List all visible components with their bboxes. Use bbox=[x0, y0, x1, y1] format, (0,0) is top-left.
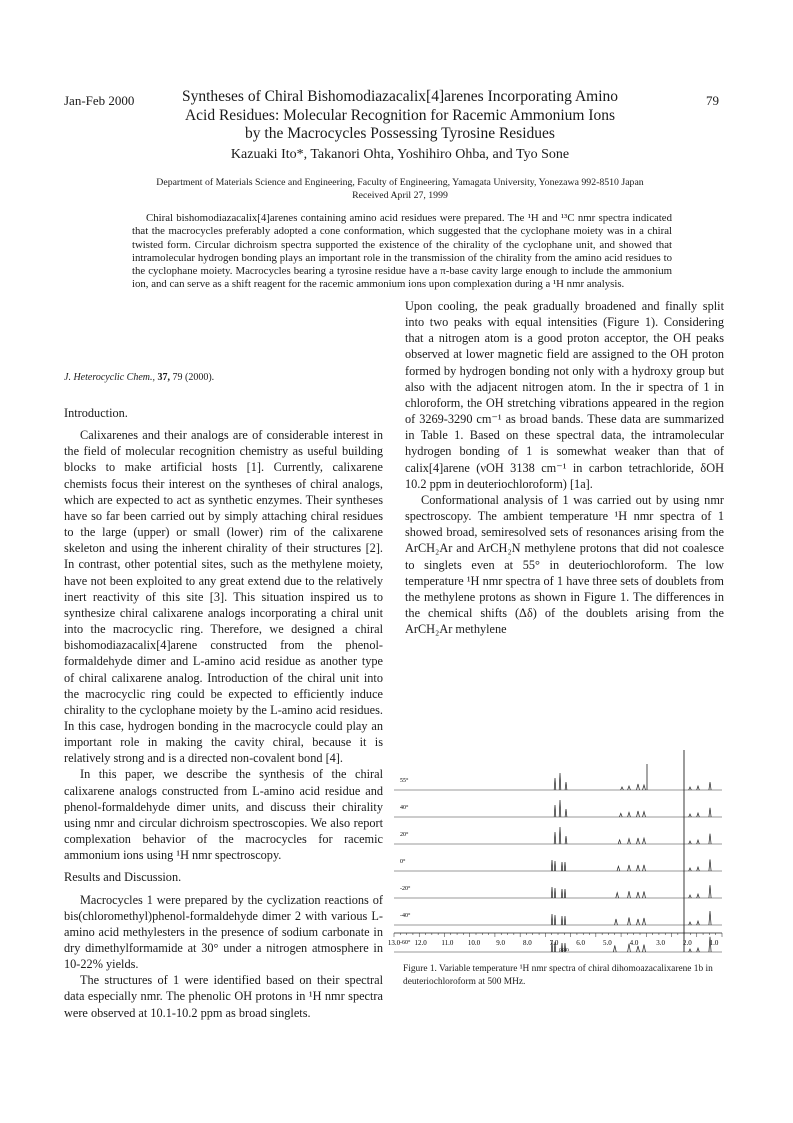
spectrum-peak bbox=[628, 891, 631, 898]
spectrum-peak bbox=[643, 865, 646, 871]
spectrum-peak bbox=[697, 921, 700, 925]
temperature-label: -40° bbox=[400, 913, 411, 919]
spectrum-peak bbox=[689, 814, 692, 817]
right-paragraph-2: Conformational analysis of 1 was carried out by using nmr spectroscopy. The ambient temperature ¹H nmr spectra of 1 showed broad, semiresolved sets of resonances arising from the ArCH₂Ar and ArCH₂N methylene protons that did not coalesce to singlets even at 55° in deuteriochloroform. The low temperature ¹H nmr spectra of 1 have three sets of doublets from the methylene protons as shown in Figure 1. The differences in the chemical shifts (Δδ) of the doublets arising from the ArCH₂Ar methylene bbox=[405, 492, 724, 637]
spectrum-peak bbox=[689, 841, 692, 844]
spectrum-peak bbox=[689, 787, 692, 790]
spectrum-peak bbox=[628, 839, 631, 844]
x-tick-label: 5.0 bbox=[602, 939, 612, 947]
spectrum-peak bbox=[643, 785, 646, 790]
affiliation bbox=[90, 177, 710, 202]
x-tick-label: 6.0 bbox=[576, 939, 586, 947]
results-heading: Results and Discussion. bbox=[64, 870, 182, 885]
spectrum-peak bbox=[561, 862, 562, 871]
spectrum-peak bbox=[564, 889, 565, 898]
spectrum-peak bbox=[551, 887, 552, 898]
x-tick-label: 9.0 bbox=[496, 939, 506, 947]
spectrum-peak bbox=[689, 922, 692, 925]
spectrum-peak bbox=[554, 778, 556, 790]
spectrum-peak bbox=[697, 894, 700, 898]
nmr-figure bbox=[387, 742, 732, 964]
spectrum-peak bbox=[689, 895, 692, 898]
x-tick-label: 11.0 bbox=[441, 939, 454, 947]
x-tick-label: 8.0 bbox=[522, 939, 532, 947]
introduction-heading: Introduction. bbox=[64, 406, 128, 420]
spectrum-peak bbox=[697, 948, 700, 952]
spectrum-peak bbox=[613, 945, 616, 952]
nmr-spectra-plot bbox=[387, 742, 732, 964]
results-paragraph-2: The structures of 1 were identified based on their spectral data especially nmr. The phenolic OH protons in ¹H nmr spectra were observed at 10.1-10.2 ppm as broad singlets. bbox=[64, 973, 383, 1020]
spectrum-peak bbox=[709, 834, 711, 844]
spectrum-peak bbox=[554, 805, 556, 817]
spectrum-peak bbox=[617, 866, 620, 871]
spectrum-peak bbox=[615, 919, 618, 925]
spectrum-peak bbox=[618, 840, 621, 844]
page-number: 79 bbox=[706, 93, 719, 108]
citation-pages: 79 (2000). bbox=[172, 372, 215, 383]
spectrum-peak bbox=[628, 812, 631, 817]
temperature-label: 40° bbox=[400, 805, 409, 811]
spectrum-peak bbox=[697, 867, 700, 871]
x-tick-label: 2.0 bbox=[682, 939, 692, 947]
spectrum-peak bbox=[619, 813, 622, 817]
spectrum-peak bbox=[643, 812, 646, 817]
spectrum-peak bbox=[637, 784, 640, 790]
spectrum-peak bbox=[565, 809, 567, 817]
spectrum-peak bbox=[709, 885, 711, 898]
affiliation-line: Department of Materials Science and Engineering, Faculty of Engineering, Yamagata University, Yonezawa 992-8510 Japan bbox=[156, 177, 644, 188]
spectrum-peak bbox=[697, 840, 700, 844]
title-line-2: Acid Residues: Molecular Recognition for Racemic Ammonium Ions bbox=[184, 106, 616, 124]
right-column bbox=[405, 298, 724, 637]
spectrum-peak bbox=[637, 892, 640, 898]
paper-title bbox=[160, 88, 640, 144]
spectrum-peak bbox=[628, 786, 631, 790]
spectrum-peak bbox=[628, 865, 631, 871]
spectrum-peak bbox=[564, 916, 565, 925]
spectrum-peak bbox=[621, 787, 624, 790]
issue-date: Jan-Feb 2000 bbox=[64, 93, 135, 108]
spectrum-peak bbox=[551, 860, 552, 871]
spectrum-peak bbox=[637, 811, 640, 817]
spectrum-peak bbox=[697, 786, 700, 790]
spectrum-peak bbox=[697, 813, 700, 817]
spectrum-peak bbox=[628, 918, 631, 926]
spectrum-peak bbox=[689, 949, 692, 952]
spectrum-peak bbox=[643, 891, 646, 898]
intro-paragraph-2: In this paper, we describe the synthesis of the chiral calixarene analogs constructed from L-amino acid residue and phenol-formaldehyde dimer units, and discuss their chirality using nmr and circular dichroism spectroscopies. We also report complexation behavior of the macrocycles for racemic ammonium ions using ¹H nmr spectroscopy. bbox=[64, 767, 383, 863]
spectrum-peak bbox=[554, 888, 555, 898]
x-tick-label: 7.0 bbox=[549, 939, 559, 947]
spectrum-peak bbox=[643, 838, 646, 844]
x-axis-unit: ppm bbox=[559, 947, 569, 953]
spectrum-peak bbox=[551, 914, 552, 925]
spectrum-peak bbox=[643, 945, 646, 952]
temperature-label: 20° bbox=[400, 832, 409, 838]
spectrum-peak bbox=[561, 916, 562, 925]
citation-volume: 37, bbox=[157, 372, 170, 383]
title-line-3: by the Macrocycles Possessing Tyrosine Residues bbox=[245, 125, 555, 142]
temperature-label: -60° bbox=[400, 940, 411, 946]
spectrum-peak bbox=[709, 782, 711, 790]
x-tick-label: 1.0 bbox=[709, 939, 719, 947]
spectrum-peak bbox=[554, 861, 555, 871]
right-paragraph-1: Upon cooling, the peak gradually broadened and finally split into two peaks with equal intensities (Figure 1). Considering that a nitrogen atom is a good proton acceptor, the OH peaks observed at lower magnetic field are assigned to the OH proton formed by hydrogen bonding not only with a hydroxy group but also with the adjacent nitrogen atom. In the ir spectra of 1 in chloroform, the OH stretching vibrations appeared in the region of 3269-3290 cm⁻¹ as broad bands. These data are summarized in Table 1. Based on these spectral data, the intramolecular hydrogen bonding of 1 is somewhat weaker than that of calix[4]arene (νOH 3138 cm⁻¹ in carbon tetrachloride, δOH 10.2 ppm in deuteriochloroform) [1a]. bbox=[405, 299, 724, 491]
spectrum-peak bbox=[643, 918, 646, 925]
x-tick-label: 10.0 bbox=[467, 939, 481, 947]
spectrum-peak bbox=[564, 862, 565, 871]
spectrum-peak bbox=[559, 827, 561, 844]
spectrum-peak bbox=[616, 893, 619, 898]
figure-caption: Figure 1. Variable temperature ¹H nmr spectra of chiral dihomoazacalixarene 1b in deuteriochloroform at 500 MHz. bbox=[403, 964, 713, 987]
title-line-1: Syntheses of Chiral Bishomodiazacalix[4]arenes Incorporating Amino bbox=[181, 88, 619, 105]
spectrum-peak bbox=[565, 782, 567, 790]
temperature-label: 55° bbox=[400, 778, 409, 784]
spectrum-peak bbox=[709, 808, 711, 817]
citation bbox=[64, 372, 214, 383]
spectrum-peak bbox=[637, 865, 640, 871]
spectrum-peak bbox=[554, 832, 556, 844]
spectrum-peak bbox=[709, 859, 711, 871]
received-date: Received April 27, 1999 bbox=[352, 189, 448, 201]
temperature-label: -20° bbox=[400, 886, 411, 892]
temperature-label: 0° bbox=[400, 859, 406, 865]
abstract: Chiral bishomodiazacalix[4]arenes containing amino acid residues were prepared. The ¹H and ¹³C nmr spectra indicated that the macrocycles preferably adopted a cone conformation, which suggested that the cyclophane moiety was in a chiral twisted form. Circular dichroism spectra supported the existence of the chirality of the cyclophane unit, and showed that intramolecular hydrogen bonding plays an important role in the transmission of the chirality from the amino acid residues to the cyclophane moiety. Macrocycles bearing a tyrosine residue have a π-base cavity large enough to include the ammonium ion, and can serve as a shift reagent for the racemic ammonium ions upon complexation during a ¹H nmr analysis. bbox=[132, 212, 672, 291]
spectrum-peak bbox=[565, 836, 567, 844]
x-tick-label: 4.0 bbox=[629, 939, 639, 947]
spectrum-peak bbox=[554, 915, 555, 925]
x-tick-label: 13.0 bbox=[387, 939, 401, 947]
spectrum-peak bbox=[559, 800, 561, 817]
author-list: Kazuaki Ito*, Takanori Ohta, Yoshihiro Ohba, and Tyo Sone bbox=[230, 147, 570, 162]
spectrum-peak bbox=[559, 773, 561, 790]
spectrum-peak bbox=[637, 838, 640, 844]
results-paragraph-1: Macrocycles 1 were prepared by the cyclization reactions of bis(chloromethyl)phenol-formaldehyde dimer 2 with various L-amino acid methylesters in the presence of sodium carbonate in dry dimethylformamide at 30° under a nitrogen atmosphere in 10-22% yields. bbox=[64, 892, 383, 972]
x-tick-label: 3.0 bbox=[656, 939, 666, 947]
x-tick-label: 12.0 bbox=[414, 939, 427, 947]
left-column bbox=[64, 405, 383, 1021]
intro-paragraph-1: Calixarenes and their analogs are of considerable interest in the field of molecular recognition chemistry as useful building blocks to make artificial hosts [1]. Currently, calixarene chemists focus their interest on the syntheses of chiral analogs, which are expected to act as synthetic enzymes. Their syntheses have so far been carried out by simply attaching chiral residues to the large (upper) or small (lower) rim of the calixarene skeleton and using the inherent chirality of their structures [2]. In contrast, other potential sites, such as the methylene moiety, have not been exploited to any great extend due to the relatively inert reactivity of this site [3]. This situation inspired us to synthesize chiral calixarene analogs incorporating a chiral unit into the macrocyclic ring. Therefore, we designed a chiral bishomodiazacalix[4]arene constructed from the phenol-formaldehyde dimer and L-amino acid residue as another type of chiral calixarene analog. Introduction of the chiral unit into the macrocyclic ring could be expected to efficiently induce chirality to the cyclophane moiety by the L-amino acid residues. In this case, hydrogen bonding in the macrocycle could play an important role in making the cavity chiral, because it is relatively strong and is a directed non-covalent bond [4]. bbox=[64, 428, 383, 766]
citation-journal: J. Heterocyclic Chem., bbox=[64, 372, 155, 383]
spectrum-peak bbox=[637, 919, 640, 925]
spectrum-peak bbox=[689, 868, 692, 871]
spectrum-peak bbox=[709, 911, 711, 925]
spectrum-peak bbox=[561, 889, 562, 898]
